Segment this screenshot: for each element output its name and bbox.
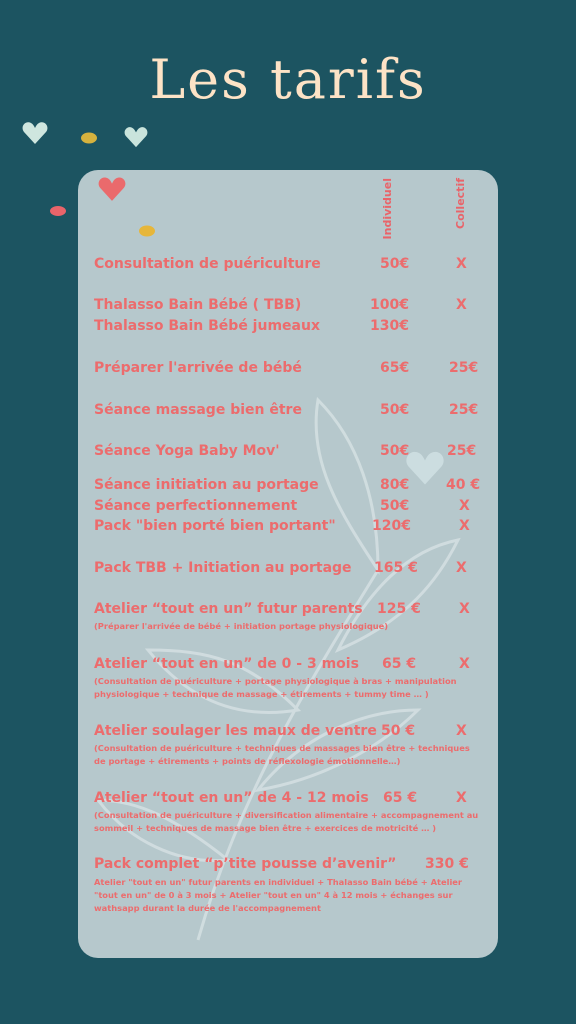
price-collective: 25€ <box>449 402 479 418</box>
price-collective: X <box>456 790 467 806</box>
price-individual: 125 € <box>377 601 421 617</box>
price-collective: 40 € <box>446 477 481 493</box>
dot-icon <box>49 205 67 217</box>
service-name: Thalasso Bain Bébé jumeaux <box>94 318 320 334</box>
price-collective: X <box>456 560 467 576</box>
service-name: Séance massage bien être <box>94 402 302 418</box>
price-individual: 100€ <box>370 297 409 313</box>
price-collective: X <box>459 498 470 514</box>
price-collective: X <box>459 601 470 617</box>
price-individual: 80€ <box>380 477 410 493</box>
price-collective: 25€ <box>449 360 479 376</box>
service-name: Séance Yoga Baby Mov' <box>94 443 280 459</box>
heart-icon <box>22 121 48 145</box>
column-header-collective: Collectif <box>454 178 467 229</box>
price-collective: 25€ <box>447 443 477 459</box>
price-collective: X <box>456 256 467 272</box>
service-name: Atelier “tout en un” de 4 - 12 mois <box>94 790 369 806</box>
price-individual: 50€ <box>380 256 410 272</box>
service-name: Préparer l'arrivée de bébé <box>94 360 302 376</box>
price-collective: X <box>456 723 467 739</box>
price-card <box>78 170 498 958</box>
service-name: Atelier soulager les maux de ventre <box>94 723 377 739</box>
service-name: Séance perfectionnement <box>94 498 298 514</box>
price-individual: 165 € <box>374 560 418 576</box>
price-individual: 50€ <box>380 498 410 514</box>
column-header-individual: Individuel <box>381 178 394 240</box>
service-name: Pack complet “p’tite pousse d’avenir” <box>94 856 397 872</box>
service-name: Consultation de puériculture <box>94 256 321 272</box>
price-individual: 65 € <box>383 790 418 806</box>
service-name: Atelier “tout en un” futur parents <box>94 601 363 617</box>
price-individual: 130€ <box>370 318 409 334</box>
service-name: Thalasso Bain Bébé ( TBB) <box>94 297 302 313</box>
service-detail: (Préparer l'arrivée de bébé + initiation portage physiologique) <box>94 621 389 631</box>
service-detail: (Consultation de puériculture + techniques de massages bien être + techniques de portage + étirements + points de réflexologie émotionnelle…) <box>94 743 470 766</box>
price-individual: 65€ <box>380 360 410 376</box>
service-name: Atelier “tout en un” de 0 - 3 mois <box>94 656 359 672</box>
dot-icon <box>80 132 98 144</box>
price-individual: 330 € <box>425 856 469 872</box>
price-collective: X <box>459 518 470 534</box>
service-name: Séance initiation au portage <box>94 477 319 493</box>
service-name: Pack TBB + Initiation au portage <box>94 560 352 576</box>
heart-icon <box>124 126 148 148</box>
price-individual: 120€ <box>372 518 411 534</box>
service-detail: (Consultation de puériculture + diversification alimentaire + accompagnement au sommeil + techniques de massage bien être + exercices de motricité … ) <box>94 810 479 833</box>
dot-icon <box>138 225 156 237</box>
price-individual: 50€ <box>380 443 410 459</box>
page-title: Les tarifs <box>149 48 427 111</box>
price-collective: X <box>456 297 467 313</box>
price-collective: X <box>459 656 470 672</box>
heart-icon <box>405 450 445 486</box>
service-detail: Atelier "tout en un" futur parents en individuel + Thalasso Bain bébé + Atelier "tout en un" de 0 à 3 mois + Atelier "tout en un" 4 à 12 mois + échanges sur wathsapp durant la durée de l'accompagnement <box>94 877 463 913</box>
service-detail: (Consultation de puériculture + portage physiologique à bras + manipulation physiologique + technique de massage + étirements + tummy time … ) <box>94 676 457 699</box>
price-individual: 50 € <box>381 723 416 739</box>
price-individual: 65 € <box>382 656 417 672</box>
price-individual: 50€ <box>380 402 410 418</box>
service-name: Pack "bien porté bien portant" <box>94 518 336 534</box>
heart-icon <box>98 176 126 202</box>
